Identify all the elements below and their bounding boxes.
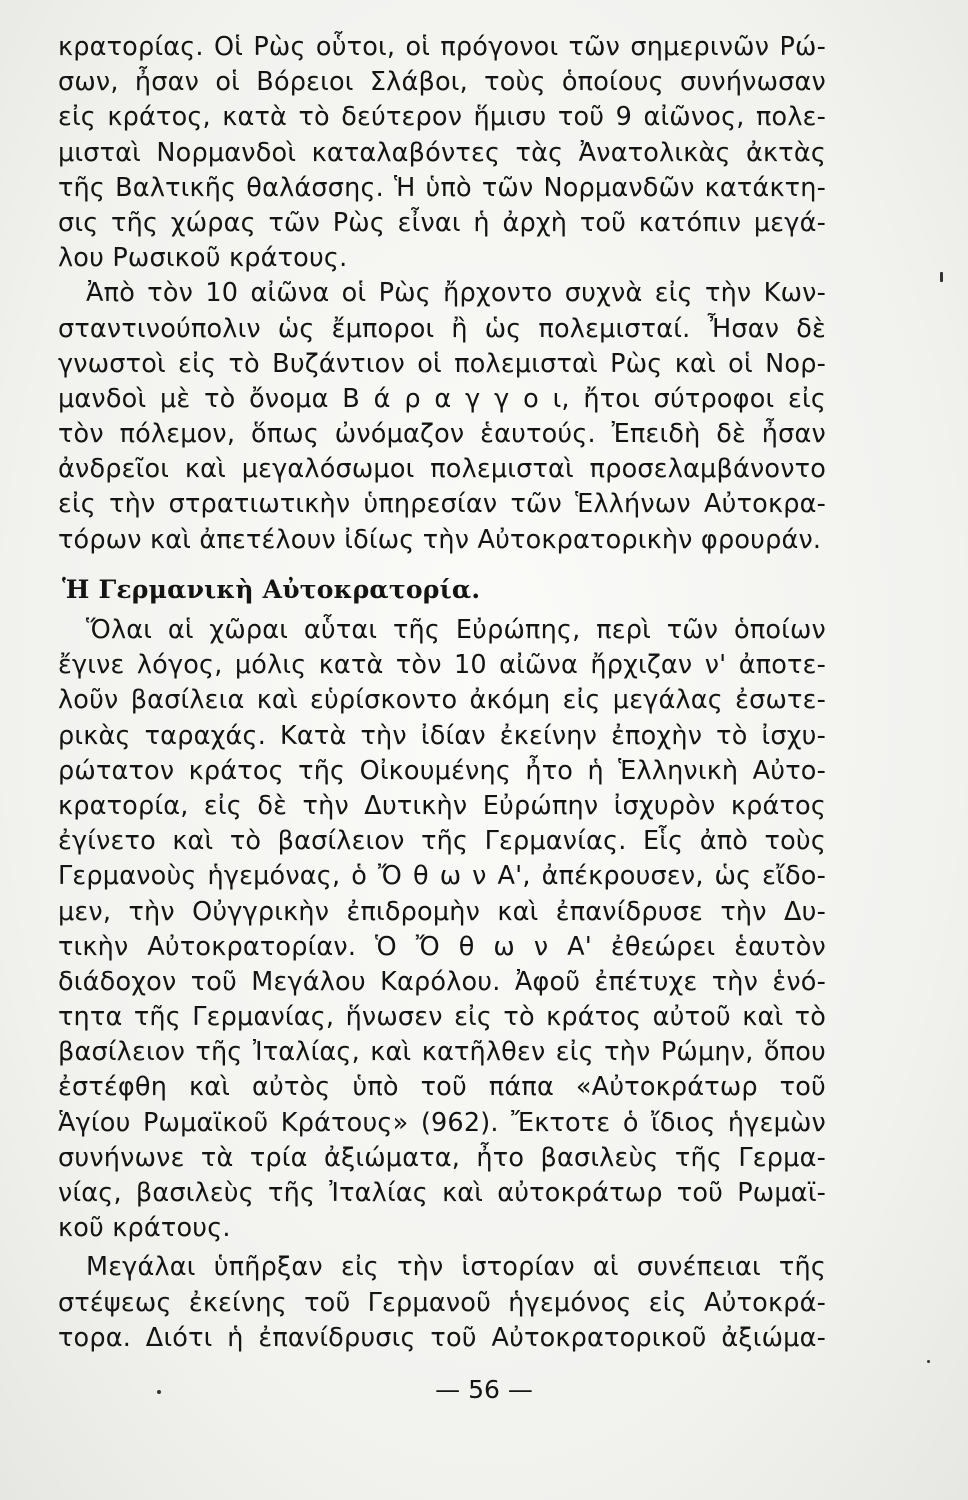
- text-line: βασίλειον τῆς Ἰταλίας, καὶ κατῆλθεν εἰς τὴν Ρώμην, ὅπου: [58, 1037, 826, 1068]
- text-line: τητα τῆς Γερμανίας, ἥνωσεν εἰς τὸ κράτος αὐτοῦ καὶ τὸ: [58, 1002, 826, 1033]
- paragraph-3: [58, 613, 826, 1246]
- body-text: [58, 30, 826, 1356]
- scan-speck: [157, 1390, 161, 1394]
- text-line: τὸν πόλεμον, ὅπως ὠνόμαζον ἑαυτούς. Ἐπειδὴ δὲ ἦσαν: [58, 419, 826, 450]
- text-line: Μεγάλαι ὑπῆρξαν εἰς τὴν ἱστορίαν αἱ συνέπειαι τῆς: [86, 1252, 826, 1283]
- text-line: τόρων καὶ ἀπετέλουν ἰδίως τὴν Αὐτοκρατορικὴν φρουράν.: [58, 524, 822, 555]
- text-line: συνήνωνε τὰ τρία ἀξιώματα, ἦτο βασιλεὺς τῆς Γερμα-: [58, 1142, 826, 1173]
- text-line: νίας, βασιλεὺς τῆς Ἰταλίας καὶ αὐτοκράτωρ τοῦ Ρωμαϊ-: [58, 1178, 826, 1208]
- text-line: Ἁγίου Ρωμαϊκοῦ Κράτους» (962). Ἔκτοτε ὁ ἴδιος ἡγεμὼν: [58, 1107, 826, 1138]
- text-line: κρατορίας. Οἱ Ρὼς οὗτοι, οἱ πρόγονοι τῶν σημερινῶν Ρώ-: [58, 32, 826, 62]
- text-line: γνωστοὶ εἰς τὸ Βυζάντιον οἱ πολεμισταὶ Ρὼς καὶ οἱ Νορ-: [58, 348, 826, 379]
- text-line: σταντινούπολιν ὡς ἔμποροι ἢ ὡς πολεμισταί. Ἦσαν δὲ: [58, 313, 826, 344]
- scan-speck: [927, 1360, 930, 1363]
- text-line: ρώτατον κράτος τῆς Οἰκουμένης ἦτο ἡ Ἑλληνικὴ Αὐτο-: [58, 755, 826, 786]
- text-line: λοῦν βασίλεια καὶ εὑρίσκοντο ἀκόμη εἰς μεγάλας ἐσωτε-: [58, 685, 826, 716]
- section-heading: Ἡ Γερμανικὴ Αὐτοκρατορία.: [62, 574, 481, 604]
- text-line: μεν, τὴν Οὐγγρικὴν ἐπιδρομὴν καὶ ἐπανίδρυσε τὴν Δυ-: [58, 896, 826, 927]
- text-line: μανδοὶ μὲ τὸ ὄνομα Β ά ρ α γ γ ο ι, ἤτοι σύτροφοι εἰς: [58, 383, 826, 414]
- text-line: ἐστέφθη καὶ αὐτὸς ὑπὸ τοῦ πάπα «Αὐτοκράτωρ τοῦ: [58, 1072, 826, 1103]
- paragraph-2: [58, 276, 826, 558]
- text-line: Ὅλαι αἱ χῶραι αὗται τῆς Εὐρώπης, περὶ τῶν ὁποίων: [86, 615, 826, 645]
- text-line: ἀνδρεῖοι καὶ μεγαλόσωμοι πολεμισταὶ προσελαμβάνοντο: [58, 454, 826, 485]
- text-line: ἐγίνετο καὶ τὸ βασίλειον τῆς Γερμανίας. Εἷς ἀπὸ τοὺς: [58, 826, 826, 857]
- text-line: κοῦ κράτους.: [58, 1213, 231, 1244]
- text-line: σων, ἦσαν οἱ Βόρειοι Σλάβοι, τοὺς ὁποίους συνήνωσαν: [58, 67, 826, 98]
- scan-speck: [940, 272, 943, 282]
- text-line: λου Ρωσικοῦ κράτους.: [58, 243, 348, 274]
- page-number: — 56 —: [435, 1375, 533, 1404]
- text-line: τῆς Βαλτικῆς θαλάσσης. Ἡ ὑπὸ τῶν Νορμανδῶν κατάκτη-: [58, 172, 826, 203]
- text-line: Ἀπὸ τὸν 10 αἰῶνα οἱ Ρὼς ἤρχοντο συχνὰ εἰς τὴν Κων-: [86, 278, 826, 309]
- text-line: σις τῆς χώρας τῶν Ρὼς εἶναι ἡ ἀρχὴ τοῦ κατόπιν μεγά-: [58, 207, 826, 238]
- text-line: τορα. Διότι ἡ ἐπανίδρυσις τοῦ Αὐτοκρατορικοῦ ἀξιώμα-: [58, 1322, 826, 1353]
- text-line: διάδοχον τοῦ Μεγάλου Καρόλου. Ἀφοῦ ἐπέτυχε τὴν ἑνό-: [58, 966, 826, 997]
- text-line: κρατορία, εἰς δὲ τὴν Δυτικὴν Εὐρώπην ἰσχυρὸν κράτος: [58, 790, 826, 821]
- text-line: Γερμανοὺς ἡγεμόνας, ὁ Ὄ θ ω ν Α', ἀπέκρουσεν, ὡς εἴδο-: [58, 861, 826, 892]
- text-line: στέψεως ἐκείνης τοῦ Γερμανοῦ ἡγεμόνος εἰς Αὐτοκρά-: [58, 1287, 826, 1318]
- paragraph-4: [58, 1250, 826, 1356]
- text-line: ἔγινε λόγος, μόλις κατὰ τὸν 10 αἰῶνα ἤρχιζαν ν' ἀποτε-: [58, 650, 826, 681]
- text-line: μισταὶ Νορμανδοὶ καταλαβόντες τὰς Ἀνατολικὰς ἀκτὰς: [58, 137, 826, 168]
- text-line: τικὴν Αὐτοκρατορίαν. Ὁ Ὄ θ ω ν Α' ἐθεώρει ἑαυτὸν: [58, 931, 826, 962]
- text-line: εἰς τὴν στρατιωτικὴν ὑπηρεσίαν τῶν Ἑλλήνων Αὐτοκρα-: [58, 489, 826, 520]
- paragraph-1: [58, 30, 826, 276]
- text-line: ρικὰς ταραχάς. Κατὰ τὴν ἰδίαν ἐκείνην ἐποχὴν τὸ ἰσχυ-: [58, 720, 826, 751]
- text-line: εἰς κράτος, κατὰ τὸ δεύτερον ἥμισυ τοῦ 9 αἰῶνος, πολε-: [58, 102, 826, 133]
